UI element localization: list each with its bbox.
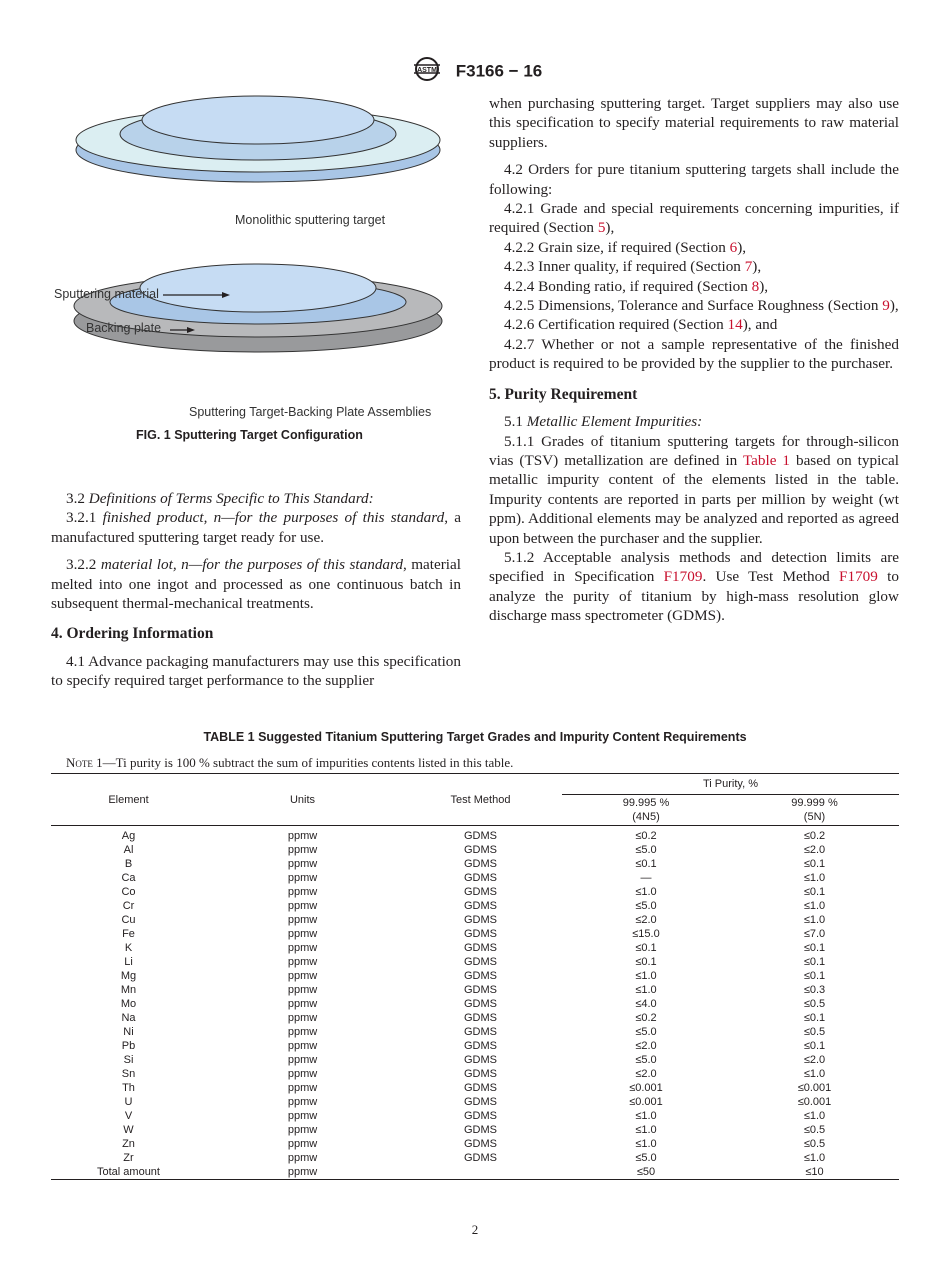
table-cell: GDMS xyxy=(464,858,497,870)
table-cell: ppmw xyxy=(287,956,318,968)
table-cell: GDMS xyxy=(464,970,497,982)
para-3-2-1: 3.2.1 finished product, n—for the purposes of this standard, a manufactured sputtering target ready for use. xyxy=(51,509,462,546)
f1709-link-2[interactable]: F1709 xyxy=(839,568,878,586)
col-header-grade-5n: 99.999 % (5N) xyxy=(730,795,899,826)
table-cell: ≤4.0 xyxy=(635,998,657,1010)
table-cell: ≤0.1 xyxy=(635,858,657,870)
table-cell: GDMS xyxy=(464,1152,497,1164)
table-row xyxy=(51,1137,899,1151)
table-cell: ≤5.0 xyxy=(635,844,657,856)
table-row xyxy=(51,955,899,969)
table-cell: Pb xyxy=(121,1040,136,1052)
col-header-purity: Ti Purity, % xyxy=(562,774,899,795)
table-cell: GDMS xyxy=(464,956,497,968)
table-cell: ppmw xyxy=(287,984,318,996)
col-header-grade-4n5: 99.995 % (4N5) xyxy=(562,795,730,826)
para-3-2-2: 3.2.2 material lot, n—for the purposes of this standard, material melted into one ingot and processed as one continuous batch in subsequent thermal-mechanical treatments. xyxy=(51,556,461,613)
table-cell: GDMS xyxy=(464,1138,497,1150)
table-cell: Mn xyxy=(120,984,137,996)
section-4-heading: 4. Ordering Information xyxy=(51,625,214,643)
table-cell: ppmw xyxy=(287,872,318,884)
table-cell: — xyxy=(640,872,652,884)
label-assemblies: Sputtering Target-Backing Plate Assemblies xyxy=(189,405,432,419)
table-cell: ≤0.1 xyxy=(803,970,826,982)
table-cell: ≤0.2 xyxy=(635,1012,657,1024)
table-cell: GDMS xyxy=(464,872,497,884)
table-row xyxy=(51,871,899,885)
table-cell: GDMS xyxy=(464,1068,497,1080)
right-column xyxy=(489,94,899,626)
table-cell: ≤0.001 xyxy=(629,1082,663,1094)
table-cell: U xyxy=(124,1096,133,1108)
table-cell: GDMS xyxy=(464,928,497,940)
table-cell: ≤5.0 xyxy=(635,900,657,912)
table-cell: ppmw xyxy=(287,1138,318,1150)
section-link-5[interactable]: 5 xyxy=(597,219,606,237)
table-cell: ≤0.001 xyxy=(797,1082,832,1094)
table-cell: ≤0.5 xyxy=(803,998,826,1010)
para-5-1-1: 5.1.1 Grades of titanium sputtering targets for through-silicon vias (TSV) metallization are defined in Table 1 based on typical metallic impurity content of the elements listed in the table. Impurity contents are reported in parts per million by weight (wt ppm). Additional elements may be analyzed and reported as agreed upon between the purchaser and the supplier. xyxy=(489,432,899,547)
table-cell: Cr xyxy=(122,900,135,912)
table-row xyxy=(51,969,899,983)
table-cell: Mg xyxy=(120,970,137,982)
table-cell: ppmw xyxy=(287,1026,318,1038)
col-header-method: Test Method xyxy=(399,774,562,826)
table-row xyxy=(51,1081,899,1095)
table-cell: ppmw xyxy=(287,942,318,954)
table-row xyxy=(51,1151,899,1165)
para-5-1-2: 5.1.2 Acceptable analysis methods and detection limits are specified in Specification F1709. Use Test Method F1709 to analyze the purity of titanium by high-mass resolution glow discharge mass spectrometer (GDMS). xyxy=(489,548,899,625)
table-cell: ≤0.1 xyxy=(803,1040,826,1052)
impurity-table xyxy=(51,773,899,1180)
col-header-element: Element xyxy=(51,774,206,826)
table-cell: ≤0.1 xyxy=(803,886,826,898)
table-cell: ≤1.0 xyxy=(635,1110,657,1122)
table-cell: ppmw xyxy=(287,928,318,940)
table-cell: ≤15.0 xyxy=(632,928,660,940)
table-cell: GDMS xyxy=(464,1026,497,1038)
table-row xyxy=(51,941,899,955)
table-cell: ≤0.1 xyxy=(635,942,657,954)
table-cell: ppmw xyxy=(287,1124,318,1136)
table-cell: GDMS xyxy=(464,984,497,996)
table-cell: ≤0.1 xyxy=(803,942,826,954)
table-cell: ppmw xyxy=(287,1054,318,1066)
para-4-2-3: 4.2.3 Inner quality, if required (Section 7), xyxy=(504,258,762,276)
table-cell: ≤5.0 xyxy=(635,1054,657,1066)
figure-1 xyxy=(40,88,480,448)
table-cell: ppmw xyxy=(287,1012,318,1024)
sputtering-target-illustration xyxy=(40,88,480,418)
para-4-1: 4.1 Advance packaging manufacturers may use this specification to specify required target performance to the supplier xyxy=(51,652,461,690)
para-4-2-6: 4.2.6 Certification required (Section 14), and xyxy=(504,316,778,334)
table-cell: ≤1.0 xyxy=(635,1124,657,1136)
table-cell: V xyxy=(124,1110,133,1122)
table-cell: ≤0.2 xyxy=(803,830,826,842)
table-cell: GDMS xyxy=(464,1124,497,1136)
table-row xyxy=(51,1011,899,1025)
table-cell: ≤50 xyxy=(562,1165,730,1180)
table-cell: ppmw xyxy=(287,1068,318,1080)
table-row xyxy=(51,885,899,899)
table-cell: GDMS xyxy=(464,914,497,926)
table-cell: GDMS xyxy=(464,1054,497,1066)
table-cell: ≤2.0 xyxy=(803,1054,826,1066)
section-link-6[interactable]: 6 xyxy=(729,238,738,256)
para-4-2-7: 4.2.7 Whether or not a sample representative of the finished product is required to be provided by the supplier to the purchaser. xyxy=(489,335,899,373)
table-cell: GDMS xyxy=(464,900,497,912)
table-row xyxy=(51,1123,899,1137)
left-column xyxy=(51,489,461,691)
table-cell: ppmw xyxy=(287,998,318,1010)
page-number: 2 xyxy=(471,1222,479,1237)
table-cell: ≤1.0 xyxy=(803,914,826,926)
table-row xyxy=(51,826,899,844)
label-backing-plate: Backing plate xyxy=(86,321,162,335)
f1709-link-1[interactable]: F1709 xyxy=(663,568,703,586)
para-4-2-1: 4.2.1 Grade and special requirements concerning impurities, if required (Section 5), xyxy=(489,200,899,237)
figure-caption: FIG. 1 Sputtering Target Configuration xyxy=(136,428,363,442)
table-cell: Si xyxy=(123,1054,134,1066)
table-cell: Co xyxy=(121,886,136,898)
table-body xyxy=(51,826,899,1180)
table-cell: ppmw xyxy=(287,1110,318,1122)
section-5-heading: 5. Purity Requirement xyxy=(489,385,638,403)
para-4-2-2: 4.2.2 Grain size, if required (Section 6), xyxy=(504,238,747,256)
table-row xyxy=(51,1025,899,1039)
table-cell: ppmw xyxy=(287,830,318,842)
table-cell: ≤1.0 xyxy=(635,886,657,898)
table-cell: GDMS xyxy=(464,1096,497,1108)
table-note: Note 1—Ti purity is 100 % subtract the sum of impurities contents listed in this table. xyxy=(66,755,514,770)
section-link-9[interactable]: 9 xyxy=(882,297,890,315)
table-cell: GDMS xyxy=(464,1082,497,1094)
table-cell: ppmw xyxy=(287,900,318,912)
table-cell: ≤5.0 xyxy=(635,1152,657,1164)
table-row xyxy=(51,1039,899,1053)
table-cell: Sn xyxy=(121,1068,136,1080)
page-header xyxy=(0,56,950,87)
table-title: TABLE 1 Suggested Titanium Sputtering Target Grades and Impurity Content Requirements xyxy=(203,730,747,744)
table-cell: ≤7.0 xyxy=(803,928,826,940)
table-cell: W xyxy=(123,1124,134,1136)
standard-designation: F3166 − 16 xyxy=(455,61,543,81)
table-cell: K xyxy=(124,942,133,954)
table-row xyxy=(51,913,899,927)
table-cell: ≤0.1 xyxy=(803,956,826,968)
table-cell: ≤1.0 xyxy=(635,1138,657,1150)
table-cell: GDMS xyxy=(464,886,497,898)
section-link-8[interactable]: 8 xyxy=(751,277,760,295)
table-cell: Cu xyxy=(121,914,136,926)
table-row xyxy=(51,1165,899,1180)
table-cell: Total amount xyxy=(51,1165,206,1180)
table-cell: ppmw xyxy=(287,970,318,982)
table-cell: GDMS xyxy=(464,1110,497,1122)
table-cell: ≤0.5 xyxy=(803,1124,826,1136)
table-cell: ≤0.2 xyxy=(635,830,657,842)
astm-logo-icon xyxy=(408,56,446,87)
table-cell xyxy=(399,1165,562,1180)
table-cell: ≤0.001 xyxy=(629,1096,663,1108)
table-cell: ≤1.0 xyxy=(803,872,826,884)
table-cell: Ni xyxy=(123,1026,134,1038)
table-cell: GDMS xyxy=(464,998,497,1010)
section-link-7[interactable]: 7 xyxy=(744,258,753,276)
table-cell: ≤2.0 xyxy=(803,844,826,856)
table-cell: ppmw xyxy=(206,1165,399,1180)
table-cell: ≤0.001 xyxy=(797,1096,832,1108)
para-4-2-5: 4.2.5 Dimensions, Tolerance and Surface Roughness (Section 9), xyxy=(504,297,899,315)
table-row xyxy=(51,857,899,871)
table-cell: Li xyxy=(124,956,133,968)
label-monolithic: Monolithic sputtering target xyxy=(235,213,386,227)
table-cell: ≤1.0 xyxy=(635,984,657,996)
table-row xyxy=(51,899,899,913)
table-cell: ≤1.0 xyxy=(803,1110,826,1122)
table-cell: ≤2.0 xyxy=(635,1040,657,1052)
table-cell: ppmw xyxy=(287,1082,318,1094)
table-row xyxy=(51,1067,899,1081)
table-row xyxy=(51,1053,899,1067)
table-cell: ≤0.3 xyxy=(803,984,826,996)
table-cell: ≤0.5 xyxy=(803,1026,826,1038)
table-cell: ≤0.1 xyxy=(803,1012,826,1024)
para-3-2: 3.2 Definitions of Terms Specific to This Standard: xyxy=(66,490,374,507)
para-5-1: 5.1 Metallic Element Impurities: xyxy=(504,413,703,431)
table-cell: GDMS xyxy=(464,830,497,842)
table-cell: Ag xyxy=(121,830,136,842)
table-cell: Zn xyxy=(122,1138,135,1150)
table-cell: GDMS xyxy=(464,1012,497,1024)
table-row xyxy=(51,997,899,1011)
table-cell: ≤2.0 xyxy=(635,914,657,926)
table-cell: GDMS xyxy=(464,844,497,856)
table-cell: ≤0.5 xyxy=(803,1138,826,1150)
table-row xyxy=(51,1095,899,1109)
table-cell: ppmw xyxy=(287,1152,318,1164)
table-cell: ≤0.1 xyxy=(803,858,826,870)
table-row xyxy=(51,843,899,857)
table-cell: ppmw xyxy=(287,844,318,856)
table-cell: Fe xyxy=(122,928,135,940)
table-cell: B xyxy=(124,858,133,870)
table-cell: ≤2.0 xyxy=(635,1068,657,1080)
para-4-2-4: 4.2.4 Bonding ratio, if required (Section 8), xyxy=(504,277,769,295)
table-cell: ≤1.0 xyxy=(803,900,826,912)
table-row xyxy=(51,1109,899,1123)
table-cell: ≤10 xyxy=(730,1165,899,1180)
table-cell: GDMS xyxy=(464,942,497,954)
col-header-units: Units xyxy=(206,774,399,826)
table-cell: ppmw xyxy=(287,886,318,898)
table-cell: ppmw xyxy=(287,914,318,926)
table-cell: ppmw xyxy=(287,1040,318,1052)
table-cell: ≤1.0 xyxy=(635,970,657,982)
label-sputtering-material: Sputtering material xyxy=(54,287,159,301)
table-cell: Na xyxy=(121,1012,136,1024)
table-cell: ≤1.0 xyxy=(803,1152,826,1164)
table-cell: ≤0.1 xyxy=(635,956,657,968)
table-cell: Zr xyxy=(123,1152,134,1164)
astm-logo-text: ASTM xyxy=(416,67,437,74)
table-row xyxy=(51,927,899,941)
table-cell: ppmw xyxy=(287,858,318,870)
table-cell: Ca xyxy=(121,872,136,884)
table-cell: ≤5.0 xyxy=(635,1026,657,1038)
table-cell: Th xyxy=(122,1082,135,1094)
table-cell: ppmw xyxy=(287,1096,318,1108)
para-4-2: 4.2 Orders for pure titanium sputtering targets shall include the following: xyxy=(489,161,899,198)
table-cell: Al xyxy=(123,844,134,856)
table-1-link[interactable]: Table 1 xyxy=(742,451,791,469)
table-row xyxy=(51,983,899,997)
table-cell: GDMS xyxy=(464,1040,497,1052)
para-4-1-cont: when purchasing sputtering target. Target suppliers may also use this specification to specify material requirements to raw material suppliers. xyxy=(489,95,899,151)
section-link-14[interactable]: 14 xyxy=(727,316,743,334)
table-cell: ≤1.0 xyxy=(803,1068,826,1080)
table-cell: Mo xyxy=(120,998,137,1010)
